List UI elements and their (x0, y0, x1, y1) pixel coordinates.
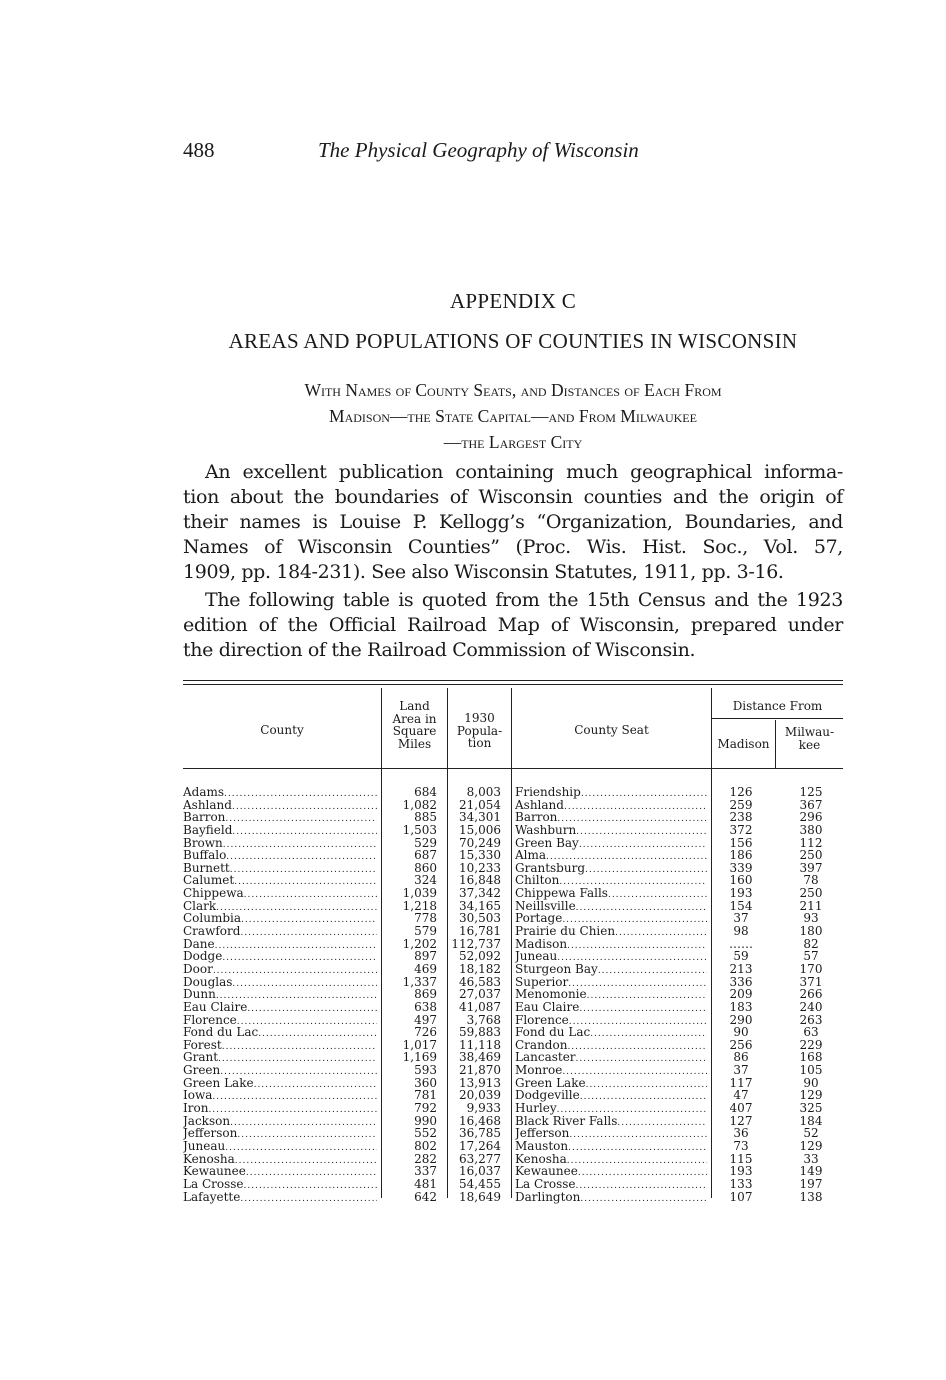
county-cell: Iron ..... (183, 1102, 377, 1117)
milwaukee-distance-cell: 149 (799, 1164, 823, 1179)
madison-distance-cell: 407 (729, 1101, 753, 1116)
milwaukee-distance-cell: 63 (803, 1025, 819, 1040)
running-head (183, 138, 843, 168)
header-line: kee (798, 737, 821, 752)
area-cell: 1,202 (402, 936, 437, 951)
population-cell: 37,342 (459, 886, 501, 901)
table-row (183, 988, 843, 1001)
paragraph-line: the direction of the Railroad Commission of Wisconsin. (183, 639, 696, 661)
county-cell: Green ..... (183, 1064, 377, 1079)
county-cell: La Crosse ..... (183, 1178, 377, 1193)
county-seat-cell: Dodgeville ..... (515, 1089, 707, 1104)
population-cell: 18,649 (459, 1189, 501, 1204)
population-cell: 16,468 (459, 1113, 501, 1128)
milwaukee-distance-cell: 93 (803, 911, 819, 926)
population-cell: 34,165 (459, 898, 501, 913)
table-body (183, 786, 843, 1203)
county-seat-cell: Lancaster ..... (515, 1051, 707, 1066)
subtitle-line: With Names of County Seats, and Distances of Each From (304, 380, 722, 400)
county-cell: Buffalo ..... (183, 849, 377, 864)
population-cell: 112,737 (451, 936, 501, 951)
milwaukee-distance-cell: 263 (799, 1012, 823, 1027)
area-cell: 781 (414, 1088, 437, 1103)
population-cell: 21,870 (459, 1063, 501, 1078)
madison-distance-cell: …… (729, 936, 753, 951)
county-cell: Juneau ..... (183, 1140, 377, 1155)
area-cell: 642 (414, 1189, 437, 1204)
table-row (183, 1064, 843, 1077)
county-seat-cell: Juneau ..... (515, 950, 707, 965)
milwaukee-distance-cell: 168 (799, 1050, 823, 1065)
county-cell: Barron ..... (183, 811, 377, 826)
header-distance-from: Distance From (732, 699, 823, 713)
area-cell: 529 (414, 835, 437, 850)
table-top-rule (183, 680, 843, 681)
header-population (448, 712, 511, 750)
madison-distance-cell: 154 (729, 898, 753, 913)
madison-distance-cell: 290 (729, 1012, 753, 1027)
paragraph-line: An excellent publication containing much geographical informa- (205, 461, 843, 483)
county-cell: Dane ..... (183, 938, 377, 953)
table-row (183, 1026, 843, 1039)
county-seat-cell: Fond du Lac ..... (515, 1026, 707, 1041)
county-seat-cell: Chilton ..... (515, 874, 707, 889)
population-cell: 70,249 (459, 835, 501, 850)
milwaukee-distance-cell: 33 (803, 1151, 819, 1166)
county-seat-cell: Hurley ..... (515, 1102, 707, 1117)
county-cell: Kewaunee ..... (183, 1165, 377, 1180)
county-seat-cell: Superior ..... (515, 976, 707, 991)
county-cell: Chippewa ..... (183, 887, 377, 902)
population-cell: 15,006 (459, 822, 501, 837)
milwaukee-distance-cell: 397 (799, 860, 823, 875)
area-cell: 552 (414, 1126, 437, 1141)
county-cell: Ashland ..... (183, 799, 377, 814)
table-top-rule-inner (183, 684, 843, 685)
header-line: Popula- (456, 723, 503, 738)
madison-distance-cell: 73 (733, 1138, 749, 1153)
milwaukee-distance-cell: 180 (799, 924, 823, 939)
population-cell: 59,883 (459, 1025, 501, 1040)
milwaukee-distance-cell: 52 (803, 1126, 819, 1141)
county-cell: Forest ..... (183, 1039, 377, 1054)
county-seat-cell: Chippewa Falls ..... (515, 887, 707, 902)
milwaukee-distance-cell: 57 (803, 949, 819, 964)
madison-distance-cell: 117 (729, 1075, 753, 1090)
area-cell: 1,017 (402, 1037, 437, 1052)
population-cell: 34,301 (459, 810, 501, 825)
county-cell: Jefferson ..... (183, 1127, 377, 1142)
county-seat-cell: Prairie du Chien ..... (515, 925, 707, 940)
population-cell: 38,469 (459, 1050, 501, 1065)
county-cell: Brown ..... (183, 837, 377, 852)
county-seat-cell: Barron ..... (515, 811, 707, 826)
madison-distance-cell: 238 (729, 810, 753, 825)
madison-distance-cell: 186 (729, 848, 753, 863)
milwaukee-distance-cell: 129 (799, 1088, 823, 1103)
county-cell: Burnett ..... (183, 862, 377, 877)
county-cell: Columbia ..... (183, 912, 377, 927)
population-cell: 9,933 (466, 1101, 501, 1116)
appendix-title: AREAS AND POPULATIONS OF COUNTIES IN WISCONSIN (228, 329, 798, 353)
county-seat-cell: Black River Falls ..... (515, 1115, 707, 1130)
area-cell: 638 (414, 999, 437, 1014)
county-cell: Kenosha ..... (183, 1153, 377, 1168)
milwaukee-distance-cell: 380 (799, 822, 823, 837)
area-cell: 579 (414, 924, 437, 939)
milwaukee-distance-cell: 211 (799, 898, 823, 913)
county-seat-cell: La Crosse ..... (515, 1178, 707, 1193)
area-cell: 885 (414, 810, 437, 825)
county-seat-cell: Florence ..... (515, 1014, 707, 1029)
paragraph-line: edition of the Official Railroad Map of Wisconsin, prepared under (183, 614, 843, 636)
subtitle-line: —the Largest City (443, 432, 583, 452)
page-number: 488 (183, 138, 215, 162)
population-cell: 15,330 (459, 848, 501, 863)
county-cell: Door ..... (183, 963, 377, 978)
population-cell: 16,781 (459, 924, 501, 939)
area-cell: 497 (414, 1012, 437, 1027)
area-cell: 337 (414, 1164, 437, 1179)
county-cell: Florence ..... (183, 1014, 377, 1029)
madison-distance-cell: 126 (729, 785, 753, 799)
county-seat-cell: Alma ..... (515, 849, 707, 864)
county-seat-cell: Crandon ..... (515, 1039, 707, 1054)
population-cell: 18,182 (459, 961, 501, 976)
county-cell: Green Lake ..... (183, 1077, 377, 1092)
population-cell: 20,039 (459, 1088, 501, 1103)
header-county: County (260, 723, 304, 737)
header-madison: Madison (717, 737, 770, 751)
area-cell: 792 (414, 1101, 437, 1116)
county-seat-cell: Grantsburg ..... (515, 862, 707, 877)
milwaukee-distance-cell: 125 (799, 785, 823, 799)
county-cell: Bayfield ..... (183, 824, 377, 839)
county-seat-cell: Monroe ..... (515, 1064, 707, 1079)
area-cell: 1,039 (402, 886, 437, 901)
milwaukee-distance-cell: 138 (799, 1189, 823, 1204)
milwaukee-distance-cell: 240 (799, 999, 823, 1014)
appendix-subtitle (180, 377, 846, 455)
header-line: Milwau- (784, 725, 835, 739)
county-seat-cell: Green Lake ..... (515, 1077, 707, 1092)
table-row (183, 887, 843, 900)
area-cell: 802 (414, 1138, 437, 1153)
county-seat-cell: Ashland ..... (515, 799, 707, 814)
population-cell: 21,054 (459, 797, 501, 812)
madison-distance-cell: 256 (729, 1037, 753, 1052)
area-cell: 860 (414, 860, 437, 875)
appendix-label: APPENDIX C (449, 289, 577, 313)
area-cell: 469 (414, 961, 437, 976)
madison-distance-cell: 339 (729, 860, 753, 875)
population-cell: 13,913 (459, 1075, 501, 1090)
area-cell: 282 (414, 1151, 437, 1166)
area-cell: 897 (414, 949, 437, 964)
county-cell: Eau Claire ..... (183, 1001, 377, 1016)
madison-distance-cell: 98 (733, 924, 749, 939)
header-line: Land (399, 699, 430, 713)
population-cell: 8,003 (466, 785, 501, 799)
county-seat-cell: Mauston ..... (515, 1140, 707, 1155)
area-cell: 869 (414, 987, 437, 1002)
milwaukee-distance-cell: 197 (799, 1176, 823, 1191)
county-seat-cell: Eau Claire ..... (515, 1001, 707, 1016)
madison-distance-cell: 90 (733, 1025, 749, 1040)
county-seat-cell: Friendship ..... (515, 786, 707, 801)
area-cell: 324 (414, 873, 437, 888)
area-cell: 360 (414, 1075, 437, 1090)
milwaukee-distance-cell: 129 (799, 1138, 823, 1153)
madison-distance-cell: 156 (729, 835, 753, 850)
madison-distance-cell: 183 (729, 999, 753, 1014)
area-cell: 1,218 (402, 898, 437, 913)
county-cell: Adams ..... (183, 786, 377, 801)
milwaukee-distance-cell: 78 (803, 873, 819, 888)
milwaukee-distance-cell: 266 (799, 987, 823, 1002)
madison-distance-cell: 59 (733, 949, 749, 964)
counties-table (183, 680, 843, 1204)
header-line: Area in (392, 711, 437, 726)
milwaukee-distance-cell: 325 (799, 1101, 823, 1116)
area-cell: 481 (414, 1176, 437, 1191)
madison-distance-cell: 36 (733, 1126, 749, 1141)
county-seat-cell: Green Bay ..... (515, 837, 707, 852)
county-cell: Jackson ..... (183, 1115, 377, 1130)
area-cell: 1,082 (402, 797, 437, 812)
madison-distance-cell: 37 (733, 911, 749, 926)
source-paragraph (183, 588, 843, 663)
county-cell: Lafayette ..... (183, 1191, 377, 1206)
madison-distance-cell: 160 (729, 873, 753, 888)
area-cell: 1,337 (402, 974, 437, 989)
madison-distance-cell: 193 (729, 1164, 753, 1179)
population-cell: 11,118 (459, 1037, 501, 1052)
table-row (183, 824, 843, 837)
madison-distance-cell: 37 (733, 1063, 749, 1078)
paragraph-line: their names is Louise P. Kellogg’s “Organization, Boundaries, and (183, 511, 843, 533)
distance-subrule (711, 718, 843, 719)
paragraph-line: The following table is quoted from the 15th Census and the 1923 (205, 589, 843, 611)
madison-distance-cell: 47 (733, 1088, 749, 1103)
population-cell: 46,583 (459, 974, 501, 989)
madison-distance-cell: 209 (729, 987, 753, 1002)
milwaukee-distance-cell: 90 (803, 1075, 819, 1090)
county-cell: Clark ..... (183, 900, 377, 915)
paragraph-line: Names of Wisconsin Counties” (Proc. Wis. Hist. Soc., Vol. 57, (183, 536, 843, 558)
table-row (183, 1191, 843, 1204)
madison-distance-cell: 127 (729, 1113, 753, 1128)
population-cell: 27,037 (459, 987, 501, 1002)
area-cell: 1,169 (402, 1050, 437, 1065)
madison-distance-cell: 115 (729, 1151, 753, 1166)
table-row (183, 925, 843, 938)
area-cell: 687 (414, 848, 437, 863)
area-cell: 778 (414, 911, 437, 926)
madison-distance-cell: 372 (729, 822, 753, 837)
table-row (183, 1001, 843, 1014)
milwaukee-distance-cell: 296 (799, 810, 823, 825)
subtitle-line: Madison—the State Capital—and From Milwaukee (329, 406, 697, 426)
table-row (183, 849, 843, 862)
population-cell: 63,277 (459, 1151, 501, 1166)
area-cell: 726 (414, 1025, 437, 1040)
county-seat-cell: Menomonie ..... (515, 988, 707, 1003)
madison-distance-cell: 133 (729, 1176, 753, 1191)
table-row (183, 1165, 843, 1178)
county-cell: Dodge ..... (183, 950, 377, 965)
milwaukee-distance-cell: 367 (799, 797, 823, 812)
header-line: Square (392, 724, 437, 738)
county-seat-cell: Sturgeon Bay ..... (515, 963, 707, 978)
area-cell: 593 (414, 1063, 437, 1078)
header-line: 1930 (464, 711, 495, 725)
population-cell: 52,092 (459, 949, 501, 964)
population-cell: 41,087 (459, 999, 501, 1014)
header-area (382, 700, 447, 750)
header-line: Miles (397, 736, 432, 751)
table-row (183, 963, 843, 976)
header-county-seat: County Seat (574, 723, 649, 737)
county-seat-cell: Portage ..... (515, 912, 707, 927)
milwaukee-distance-cell: 250 (799, 886, 823, 901)
running-title: The Physical Geography of Wisconsin (318, 138, 639, 162)
population-cell: 36,785 (459, 1126, 501, 1141)
population-cell: 16,848 (459, 873, 501, 888)
area-cell: 684 (414, 785, 437, 799)
table-row (183, 1178, 843, 1191)
county-seat-cell: Darlington ..... (515, 1191, 707, 1206)
paragraph-line: tion about the boundaries of Wisconsin counties and the origin of (183, 486, 843, 508)
intro-paragraph (183, 460, 843, 585)
county-cell: Dunn ..... (183, 988, 377, 1003)
area-cell: 1,503 (402, 822, 437, 837)
table-row (183, 1140, 843, 1153)
milwaukee-distance-cell: 112 (799, 835, 823, 850)
madison-distance-cell: 213 (729, 961, 753, 976)
madison-distance-cell: 86 (733, 1050, 749, 1065)
county-seat-cell: Jefferson ..... (515, 1127, 707, 1142)
population-cell: 3,768 (466, 1012, 501, 1027)
county-seat-cell: Madison ..... (515, 938, 707, 953)
county-seat-cell: Washburn ..... (515, 824, 707, 839)
county-cell: Grant ..... (183, 1051, 377, 1066)
county-cell: Iowa ..... (183, 1089, 377, 1104)
milwaukee-distance-cell: 229 (799, 1037, 823, 1052)
milwaukee-distance-cell: 250 (799, 848, 823, 863)
area-cell: 990 (414, 1113, 437, 1128)
table-row (183, 786, 843, 799)
county-seat-cell: Kewaunee ..... (515, 1165, 707, 1180)
population-cell: 17,264 (459, 1138, 501, 1153)
header-line: tion (467, 736, 492, 750)
milwaukee-distance-cell: 371 (799, 974, 823, 989)
paragraph-line: 1909, pp. 184-231). See also Wisconsin Statutes, 1911, pp. 3-16. (183, 561, 784, 583)
population-cell: 30,503 (459, 911, 501, 926)
county-seat-cell: Neillsville ..... (515, 900, 707, 915)
madison-distance-cell: 259 (729, 797, 753, 812)
county-cell: Douglas ..... (183, 976, 377, 991)
milwaukee-distance-cell: 82 (803, 936, 819, 951)
header-bottom-rule (183, 768, 843, 769)
header-milwaukee (776, 726, 843, 751)
population-cell: 16,037 (459, 1164, 501, 1179)
county-seat-cell: Kenosha ..... (515, 1153, 707, 1168)
madison-distance-cell: 336 (729, 974, 753, 989)
milwaukee-distance-cell: 184 (799, 1113, 823, 1128)
county-cell: Fond du Lac ..... (183, 1026, 377, 1041)
county-cell: Calumet ..... (183, 874, 377, 889)
population-cell: 10,233 (459, 860, 501, 875)
milwaukee-distance-cell: 170 (799, 961, 823, 976)
madison-distance-cell: 107 (729, 1189, 753, 1204)
county-cell: Crawford ..... (183, 925, 377, 940)
table-row (183, 1102, 843, 1115)
milwaukee-distance-cell: 105 (799, 1063, 823, 1078)
population-cell: 54,455 (459, 1176, 501, 1191)
madison-distance-cell: 193 (729, 886, 753, 901)
